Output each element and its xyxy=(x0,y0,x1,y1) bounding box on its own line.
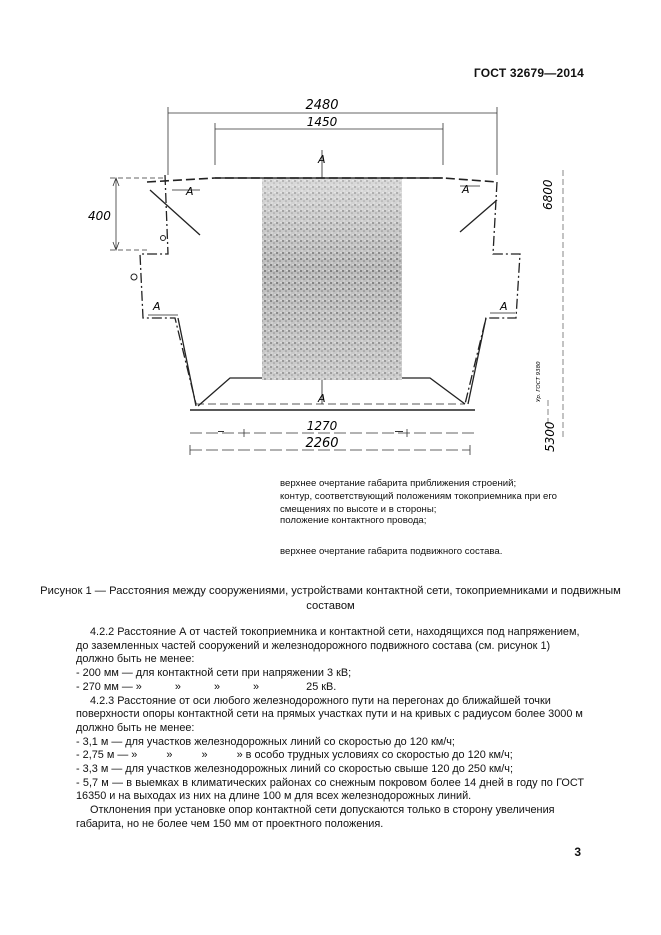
legend-item-2: контур, соответствующий положениям токоприемника при его смещениях по высоте и в стороны; xyxy=(280,491,557,515)
mark-a-left-lower: А xyxy=(153,300,161,313)
list-item: - 270 мм — » » » » 25 кВ. xyxy=(76,680,337,693)
dim-left-height: 400 xyxy=(88,209,111,223)
list-item: - 200 мм — для контактной сети при напряжении 3 кВ; xyxy=(76,667,352,680)
legend-item-3: положение контактного провода; xyxy=(280,515,427,526)
paragraph-4-2-2: 4.2.2 Расстояние А от частей токоприемника и контактной сети, находящихся под напряжением, до заземленных частей сооружений и железнодорожного подвижного состава (см. рисунок 1) должно быть не менее: xyxy=(76,626,580,666)
figure-caption: Рисунок 1 — Расстояния между сооружениями, устройствами контактной сети, токоприемниками и подвижным составом xyxy=(40,585,621,612)
list-item: - 2,75 м — » » » » в особо трудных условиях со скоростью до 120 км/ч; xyxy=(76,749,513,762)
mark-a-bottom: А xyxy=(318,392,326,405)
mark-a-right-upper: А xyxy=(462,183,470,196)
page-number: 3 xyxy=(574,845,581,859)
dim-top-inner: 1450 xyxy=(306,115,338,129)
dim-top-outer: 2480 xyxy=(305,98,339,113)
main-text xyxy=(76,626,584,832)
dim-bottom-inner: 1270 xyxy=(306,419,338,433)
mark-a-top: А xyxy=(318,153,326,166)
legend-item-4: верхнее очертание габарита подвижного состава. xyxy=(280,546,503,557)
legend-item-1: верхнее очертание габарита приближения строений; xyxy=(280,478,517,489)
dim-right-upper: 6800 xyxy=(541,179,555,210)
paragraph-deviation: Отклонения при установке опор контактной сети допускаются только в сторону увеличения габарита, но не более чем 150 мм от проектного положения. xyxy=(76,804,555,830)
list-item: - 5,7 м — в выемках в климатических районах со снежным покровом более 14 дней в году по ГОСТ 16350 и на выходах из них на длине 100 м для всех железнодорожных линий. xyxy=(76,776,584,803)
paragraph-4-2-3: 4.2.3 Расстояние от оси любого железнодорожного пути на перегонах до ближайшей точки поверхности опоры контактной сети на прямых участках пути и на кривых с радиусом более 3000 м должно быть не менее: xyxy=(76,694,583,734)
mark-a-left-upper: А xyxy=(186,185,194,198)
document-header: ГОСТ 32679—2014 xyxy=(473,66,584,80)
dim-bottom-outer: 2260 xyxy=(305,436,339,451)
list-item: - 3,3 м — для участков железнодорожных линий со скоростью свыше 120 до 250 км/ч; xyxy=(76,763,514,776)
rail-note: Ур. ГОСТ 9380 xyxy=(536,361,542,402)
mark-a-right-lower: А xyxy=(500,300,508,313)
list-item: - 3,1 м — для участков железнодорожных линий со скоростью до 120 км/ч; xyxy=(76,735,455,748)
dim-right-lower: 5300 xyxy=(543,421,557,452)
